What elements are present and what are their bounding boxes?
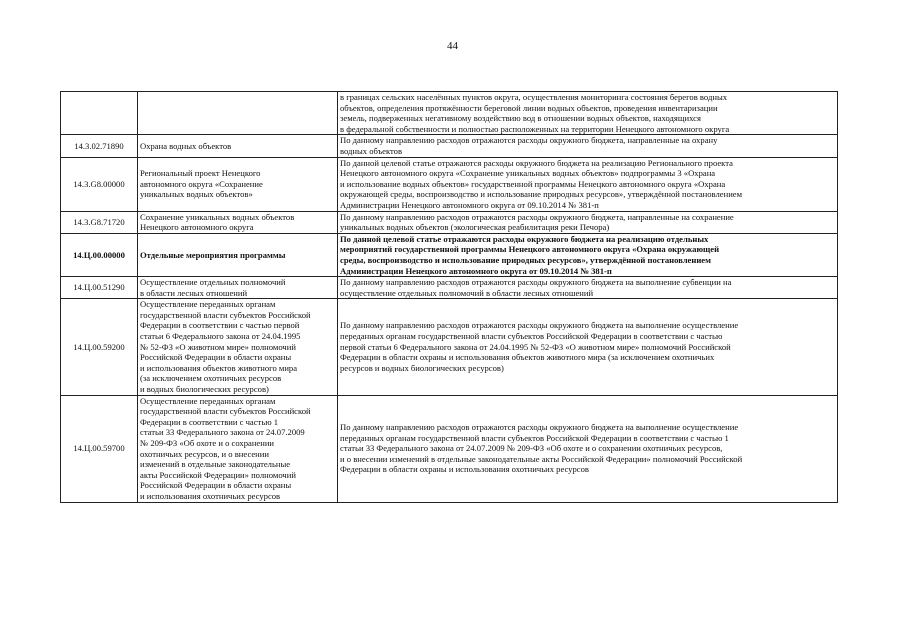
name-line: Осуществление переданных органам [140,395,276,406]
description-line: По данному направлению расходов отражаются расходы окружного бюджета на выполнение осуществление [340,422,739,433]
description-line: и о внесении изменений в отдельные законодательные акты Российской Федерации» полномочий Российской [340,453,743,464]
target-article-name [138,395,338,502]
description-line: осуществление отдельных полномочий в области лесных отношений [340,287,594,298]
name-line: и использования объектов животного мира [140,362,298,373]
description-line: По данному направлению расходов отражаются расходы окружного бюджета, направленные на охрану [340,135,718,146]
target-article-description [338,299,838,395]
target-article-description [338,277,838,299]
page-number: 44 [447,40,458,52]
description-line: первой статьи 6 Федерального закона от 24.04.1995 № 52-ФЗ «О животном мире» полномочий Российской [340,341,731,352]
description-line: Администрации Ненецкого автономного округа от 09.10.2014 № 381-п [340,265,612,276]
name-line: Осуществление отдельных полномочий [140,277,286,288]
name-line: изменений в отдельные законодательные [140,459,291,470]
target-article-name [138,92,338,135]
description-line: переданных органам государственной власти субъектов Российской Федерации в соответствии с частью 1 [340,432,729,443]
target-article-code: 14.Ц.00.51290 [61,277,138,299]
description-line: окружающей среды, воспроизводство и использование природных ресурсов», утверждённой постановлением [340,189,743,200]
name-line: Российской Федерации в области охраны [140,352,292,363]
description-line: уникальных водных объектов (экологическая реабилитация реки Печора) [340,222,610,233]
description-line: в федеральной собственности и полностью расположенных на территории Ненецкого автономного округа [340,123,730,134]
description-line: Федерации в области охраны и использования охотничьих ресурсов [340,464,589,475]
target-article-code: 14.3.G8.71720 [61,211,138,233]
target-article-name [138,135,338,157]
description-line: По данной целевой статье отражаются расходы окружного бюджета на реализацию Регионального проекта [340,157,733,168]
name-line: Российской Федерации в области охраны [140,480,292,491]
target-article-name [138,277,338,299]
table-row [61,157,838,211]
target-article-code: 14.Ц.00.59200 [61,299,138,395]
name-line: государственной власти субъектов Российской [140,309,311,320]
description-line: По данной целевой статье отражаются расходы окружного бюджета на реализацию отдельных [340,233,709,244]
name-line: в области лесных отношений [140,287,248,298]
name-line: № 52-ФЗ «О животном мире» полномочий [140,341,296,352]
table-row [61,395,838,502]
name-line: Сохранение уникальных водных объектов [140,211,295,222]
target-article-name [138,157,338,211]
budget-classification-table [60,91,838,503]
description-line: и использование водных объектов» государственной программы Ненецкого автономного округа «Охрана [340,178,726,189]
target-article-code: 14.Ц.00.00000 [61,233,138,276]
description-line: в границах сельских населённых пунктов округа, осуществления мониторинга состояния берегов водных [340,92,728,102]
name-line: автономного округа «Сохранение [140,178,263,189]
name-line: (за исключением охотничьих ресурсов [140,373,282,384]
name-line: № 209-ФЗ «Об охоте и о сохранении [140,438,275,448]
description-line: По данному направлению расходов отражаются расходы окружного бюджета, направленные на сохранение [340,211,734,222]
name-line: Ненецкого автономного округа [140,222,254,233]
description-line: мероприятий государственной программы Ненецкого автономного округа «Охрана окружающей [340,244,720,255]
target-article-description [338,92,838,135]
description-line: По данному направлению расходов отражаются расходы окружного бюджета на выполнение осуществление [340,320,739,331]
target-article-description [338,211,838,233]
target-article-description [338,395,838,502]
target-article-description [338,157,838,211]
description-line: статьи 33 Федерального закона от 24.07.2009 № 209-ФЗ «Об охоте и о сохранении охотничьих ресурсов, [340,443,723,454]
target-article-description [338,135,838,157]
description-line: Ненецкого автономного округа «Сохранение уникальных водных объектов» подпрограммы 3 «Охрана [340,168,716,179]
name-line: Региональный проект Ненецкого [140,168,261,179]
name-line: охотничьих ресурсов, и о внесении [140,448,269,459]
target-article-name [138,211,338,233]
name-line: уникальных водных объектов» [140,189,253,200]
description-line: переданных органам государственной власти субъектов Российской Федерации в соответствии с частью [340,331,723,342]
table-row [61,211,838,233]
target-article-name [138,299,338,395]
name-line: и использования охотничьих ресурсов [140,490,281,501]
description-line: объектов, определения протяжённости береговой линии водных объектов, проведения инвентаризации [340,102,718,113]
name-line: и водных биологических ресурсов) [140,384,269,395]
description-line: По данному направлению расходов отражаются расходы окружного бюджета на выполнение субвенции на [340,277,732,288]
name-line: статьи 6 Федерального закона от 24.04.1995 [140,331,301,342]
target-article-code [61,92,138,135]
description-line: ресурсов и водных биологических ресурсов) [340,362,504,373]
name-line: Федерации в соответствии с частью 1 [140,416,279,427]
name-line: Отдельные мероприятия программы [140,249,286,260]
table-row [61,92,838,135]
name-line: Федерации в соответствии с частью первой [140,320,300,331]
description-line: среды, воспроизводство и использование природных ресурсов», утверждённой постановлением [340,254,711,265]
description-line: Федерации в области охраны и использования объектов животного мира (за исключением охотничьих [340,352,715,363]
table-row [61,277,838,299]
description-line: земель, подверженных негативному воздействию вод в отношении водных объектов, находящихся [340,113,701,124]
table-row [61,299,838,395]
target-article-description [338,233,838,276]
name-line: Осуществление переданных органам [140,299,276,310]
table-row [61,233,838,276]
name-line: акты Российской Федерации» полномочий [140,469,296,480]
target-article-code: 14.3.02.71890 [61,135,138,157]
name-line: государственной власти субъектов Российской [140,406,311,417]
name-line: Охрана водных объектов [140,140,232,151]
target-article-code: 14.3.G8.00000 [61,157,138,211]
name-line: статьи 33 Федерального закона от 24.07.2009 [140,427,305,438]
target-article-code: 14.Ц.00.59700 [61,395,138,502]
description-line: Администрации Ненецкого автономного округа от 09.10.2014 № 381-п [340,199,599,210]
table-row [61,135,838,157]
description-line: водных объектов [340,145,403,156]
target-article-name [138,233,338,276]
